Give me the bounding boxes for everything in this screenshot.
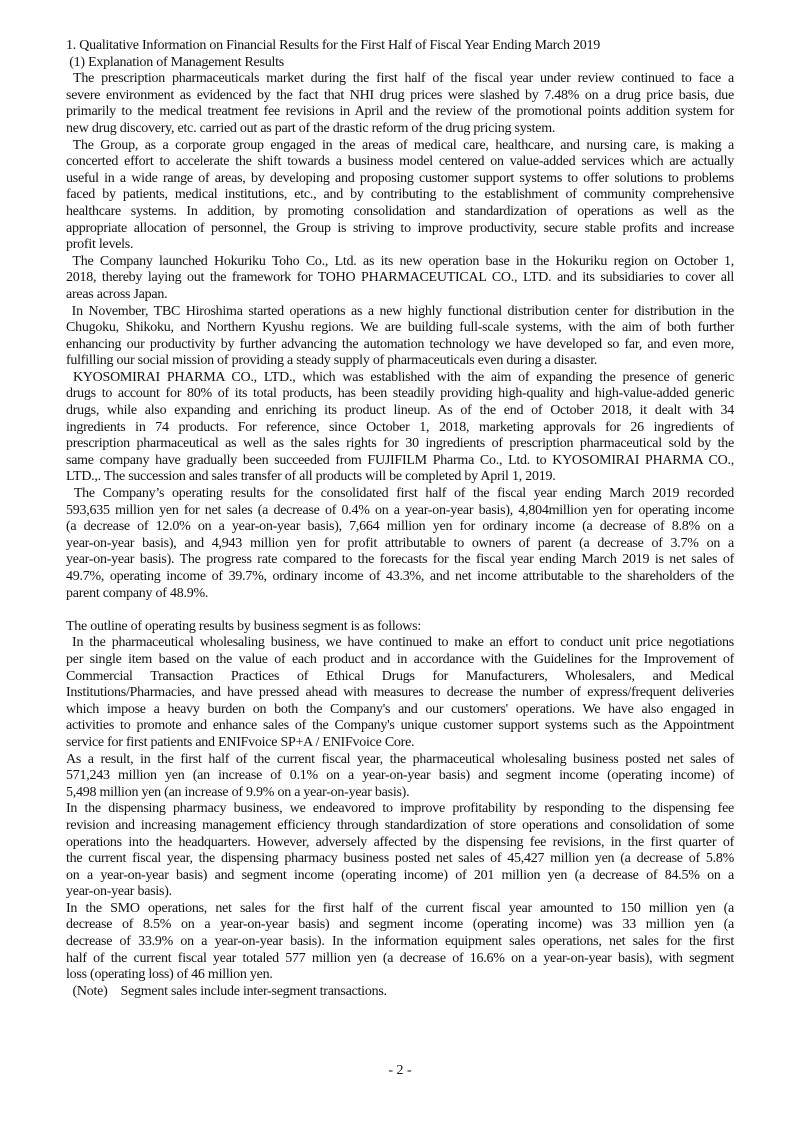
text-line: half of the current fiscal year totaled 577 million yen (a decrease of 16.6% on a year-on-year basis), with segment (66, 950, 734, 966)
text-line: activities to promote and enhance sales of the Company's unique customer support systems such as the Appointment (66, 718, 734, 734)
text-line: operations into the headquarters. However, adversely affected by the dispensing fee revisions, in the first quarter of (66, 834, 734, 850)
text-line: Commercial Transaction Practices of Ethical Drugs for Manufacturers, Wholesalers, and Medical (66, 668, 734, 684)
paragraph (66, 752, 734, 802)
text-line: 593,635 million yen for net sales (a decrease of 0.4% on a year-on-year basis), 4,804million yen for operating income (66, 502, 734, 518)
paragraph (66, 370, 734, 486)
text-line: As a result, in the first half of the current fiscal year, the pharmaceutical wholesaling business posted net sales of (66, 751, 734, 767)
text-line: year-on-year basis). The progress rate compared to the forecasts for the fiscal year ending March 2019 is net sales of (66, 552, 734, 568)
text-line: The Company launched Hokuriku Toho Co., Ltd. as its new operation base in the Hokuriku region on October 1, (66, 253, 734, 269)
text-line: 571,243 million yen (an increase of 0.1% on a year-on-year basis) and segment income (operating income) of (66, 768, 734, 784)
text-line: service for first patients and ENIFvoice SP+A / ENIFvoice Core. (66, 734, 415, 750)
text-line: primarily to the medical treatment fee revisions in April and the review of the promotional points addition system for (66, 104, 734, 120)
text-line: concerted effort to accelerate the shift towards a business model centered on value-added services which are actually (66, 154, 734, 170)
text-line: In November, TBC Hiroshima started operations as a new highly functional distribution center for distribution in the (66, 303, 734, 319)
text-line: In the pharmaceutical wholesaling business, we have continued to make an effort to conduct unit price negotiations (66, 635, 734, 651)
paragraph (66, 801, 734, 901)
text-line: areas across Japan. (66, 286, 168, 302)
text-line: useful in a wide range of areas, by developing and proposing customer support systems to offer solutions to problems (66, 170, 734, 186)
text-line: (a decrease of 12.0% on a year-on-year basis), 7,664 million yen for ordinary income (a decrease of 8.8% on a (66, 519, 734, 535)
text-line: drugs, while also expanding and enriching its product lineup. As of the end of October 2018, it dealt with 34 (66, 403, 734, 419)
text-line: year-on-year basis), and 4,943 million yen for profit attributable to owners of parent (a decrease of 3.7% on a (66, 535, 734, 551)
text-line: The Group, as a corporate group engaged in the areas of medical care, healthcare, and nursing care, is making a (66, 137, 734, 153)
text-line: drugs to account for 80% of its total products, has been steadily providing high-quality and high-value-added generic (66, 386, 734, 402)
paragraph (66, 635, 734, 751)
text-line: appropriate allocation of personnel, the Group is striving to improve productivity, secure stable profits and increase (66, 220, 734, 236)
document-body (66, 38, 734, 1000)
text-line: ingredients in 74 products. For reference, since October 1, 2018, marketing approvals for 26 ingredients of (66, 419, 734, 435)
text-line: KYOSOMIRAI PHARMA CO., LTD., which was established with the aim of expanding the presence of generic (66, 369, 734, 385)
text-line: faced by patients, medical institutions, etc., and by contributing to the establishment of community comprehensive (66, 187, 734, 203)
text-line: profit levels. (66, 237, 134, 253)
text-line: healthcare systems. In addition, by promoting consolidation and standardization of operations as well as the (66, 203, 734, 219)
text-line: decrease of 8.5% on a year-on-year basis) and segment income (operating income) was 33 million yen (a (66, 917, 734, 933)
page-number: - 2 - (388, 1063, 412, 1078)
paragraph (66, 138, 734, 254)
paragraph (66, 304, 734, 370)
text-line: which impose a heavy burden on both the Company's and our customers' operations. We have also engaged in (66, 701, 734, 717)
text-line: severe environment as evidenced by the fact that NHI drug prices were slashed by 7.48% on a drug price basis, due (66, 87, 734, 103)
text-line: 1. Qualitative Information on Financial Results for the First Half of Fiscal Year Ending March 2019 (66, 38, 600, 53)
text-line: Chugoku, Shikoku, and Northern Kyushu regions. We are building full-scale systems, with the aim of both further (66, 320, 734, 336)
text-line: 5,498 million yen (an increase of 9.9% on a year-on-year basis). (66, 784, 410, 800)
text-line: In the SMO operations, net sales for the first half of the current fiscal year amounted to 150 million yen (a (66, 900, 734, 916)
text-line: parent company of 48.9%. (66, 585, 209, 601)
text-line: decrease of 33.9% on a year-on-year basis). In the information equipment sales operations, net sales for the first (66, 934, 734, 950)
paragraph (66, 486, 734, 602)
text-line: revision and increasing management efficiency through standardization of store operations and consolidation of some (66, 817, 734, 833)
paragraph (66, 901, 734, 984)
text-line: 2018, thereby laying out the framework for TOHO PHARMACEUTICAL CO., LTD. and its subsidiaries to cover all (66, 270, 734, 286)
text-line: LTD.,. The succession and sales transfer of all products will be completed by April 1, 2019. (66, 469, 556, 485)
text-line: fulfilling our social mission of providing a steady supply of pharmaceuticals even during a disaster. (66, 353, 598, 369)
text-line: the current fiscal year, the dispensing pharmacy business posted net sales of 45,427 million yen (a decrease of 5.8% (66, 851, 734, 867)
text-line: loss (operating loss) of 46 million yen. (66, 967, 273, 983)
text-line: The prescription pharmaceuticals market during the first half of the fiscal year under review continued to face a (66, 71, 734, 87)
text-line: prescription pharmaceutical as well as the sales rights for 30 ingredients of prescription pharmaceutical sold by the (66, 436, 734, 452)
text-line: per single item based on the value of each product and in accordance with the Guidelines for the Improvement of (66, 651, 734, 667)
text-line: year-on-year basis). (66, 884, 172, 900)
text-line: new drug discovery, etc. carried out as part of the drastic reform of the drug pricing system. (66, 120, 556, 136)
paragraph (66, 602, 734, 619)
paragraph (66, 71, 734, 137)
section-heading (66, 38, 734, 55)
paragraph (66, 619, 734, 636)
text-line: The outline of operating results by business segment is as follows: (66, 618, 421, 634)
text-line: Institutions/Pharmacies, and have pressed ahead with measures to decrease the number of express/frequent deliveries (66, 685, 734, 701)
text-line: on a year-on-year basis) and segment income (operating income) of 201 million yen (a decrease of 84.5% on a (66, 867, 734, 883)
paragraph (66, 254, 734, 304)
subsection-heading (66, 55, 734, 72)
text-line: In the dispensing pharmacy business, we endeavored to improve profitability by responding to the dispensing fee (66, 801, 734, 817)
text-line: The Company’s operating results for the consolidated first half of the fiscal year ending March 2019 recorded (66, 486, 734, 502)
paragraph (66, 984, 734, 1001)
text-line: (1) Explanation of Management Results (66, 54, 284, 70)
text-line: (Note) Segment sales include inter-segment transactions. (66, 983, 387, 999)
text-line: same company have gradually been succeeded from FUJIFILM Pharma Co., Ltd. to KYOSOMIRAI PHARMA CO., (66, 452, 734, 468)
text-line: 49.7%, operating income of 39.7%, ordinary income of 43.3%, and net income attributable to the shareholders of the (66, 569, 734, 584)
text-line: enhancing our productivity by further advancing the automation technology we have developed so far, and even more, (66, 336, 734, 352)
